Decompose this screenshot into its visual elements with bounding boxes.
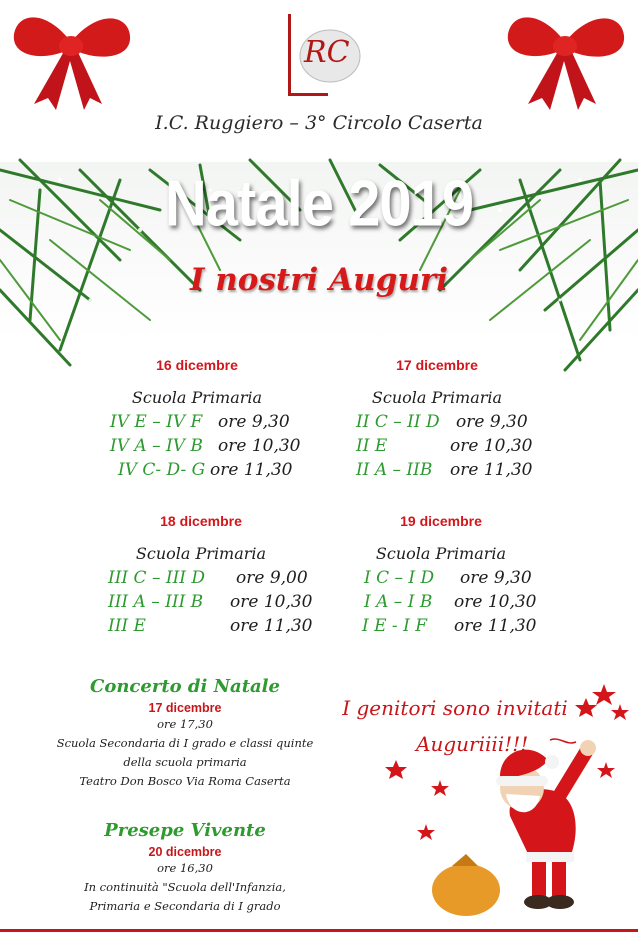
schedule-row [108, 616, 313, 640]
event-time: ore 16,30 [157, 861, 213, 875]
svg-text:RC: RC [304, 35, 350, 70]
time: ore 11,30 [210, 460, 293, 480]
time: ore 9,30 [460, 568, 532, 588]
parents-invitation: I genitori sono invitati [342, 696, 568, 720]
schedule-row [356, 460, 533, 484]
event-description: In continuità "Scuola dell'Infanzia, [84, 880, 286, 894]
schedule-row [364, 568, 532, 592]
schedule-row [356, 412, 528, 436]
schedule-row [364, 592, 537, 616]
header [0, 0, 638, 150]
day-school-label: Scuola Primaria [375, 544, 507, 563]
time: ore 10,30 [450, 436, 533, 456]
greeting-text: Auguriiii!!! [416, 732, 529, 756]
event-date: 20 dicembre [148, 845, 222, 859]
schedule-row [362, 616, 537, 640]
class-group: III E [108, 616, 146, 636]
time: ore 10,30 [454, 592, 537, 612]
time: ore 11,30 [454, 616, 537, 636]
time: ore 10,30 [230, 592, 313, 612]
school-logo-icon [274, 10, 366, 100]
schedule-row [110, 412, 290, 436]
time: ore 11,30 [450, 460, 533, 480]
schedule-row [356, 436, 533, 460]
event-presepe [20, 820, 350, 916]
event-title: Presepe Vivente [104, 820, 266, 841]
schedule-day-17 [312, 357, 562, 407]
red-bow-icon [6, 4, 136, 112]
subtitle: I nostri Auguri [189, 262, 449, 298]
day-date: 18 dicembre [160, 513, 242, 529]
day-school-label: Scuola Primaria [371, 388, 503, 407]
event-title: Concerto di Natale [90, 676, 280, 697]
school-name: I.C. Ruggiero – 3° Circolo Caserta [155, 112, 483, 134]
event-date: 17 dicembre [148, 701, 222, 715]
schedule-day-16 [72, 357, 322, 407]
event-description: della scuola primaria [123, 755, 247, 769]
schedule-row [118, 460, 293, 484]
class-group: I A – I B [364, 592, 433, 612]
time: ore 10,30 [218, 436, 301, 456]
time: ore 9,30 [456, 412, 528, 432]
event-concerto [20, 676, 350, 791]
class-group: I E - I F [362, 616, 427, 636]
schedule-row [110, 436, 301, 460]
day-school-label: Scuola Primaria [135, 544, 267, 563]
class-group: IV A – IV B [110, 436, 203, 456]
red-bow-icon [500, 4, 630, 112]
class-group: IV C- D- G [118, 460, 206, 480]
schedule-row [108, 568, 308, 592]
bottom-border [0, 929, 638, 932]
time: ore 11,30 [230, 616, 313, 636]
class-group: III A – III B [108, 592, 204, 612]
schedule-row [108, 592, 313, 616]
event-venue: Teatro Don Bosco Via Roma Caserta [79, 774, 291, 788]
day-date: 17 dicembre [396, 357, 478, 373]
time: ore 9,30 [218, 412, 290, 432]
class-group: IV E – IV F [110, 412, 203, 432]
event-time: ore 17,30 [157, 717, 213, 731]
class-group: III C – III D [108, 568, 206, 588]
schedule-day-18 [76, 513, 326, 563]
day-school-label: Scuola Primaria [131, 388, 263, 407]
schedule-day-19 [316, 513, 566, 563]
day-date: 19 dicembre [400, 513, 482, 529]
class-group: II C – II D [356, 412, 440, 432]
event-description: Primaria e Secondaria di I grado [89, 899, 281, 913]
class-group: I C – I D [364, 568, 435, 588]
time: ore 9,00 [236, 568, 308, 588]
event-description: Scuola Secondaria di I grado e classi quinte [56, 736, 314, 750]
main-title: Natale 2019 [164, 167, 474, 240]
class-group: II A – IIB [356, 460, 433, 480]
day-date: 16 dicembre [156, 357, 238, 373]
class-group: II E [356, 436, 388, 456]
